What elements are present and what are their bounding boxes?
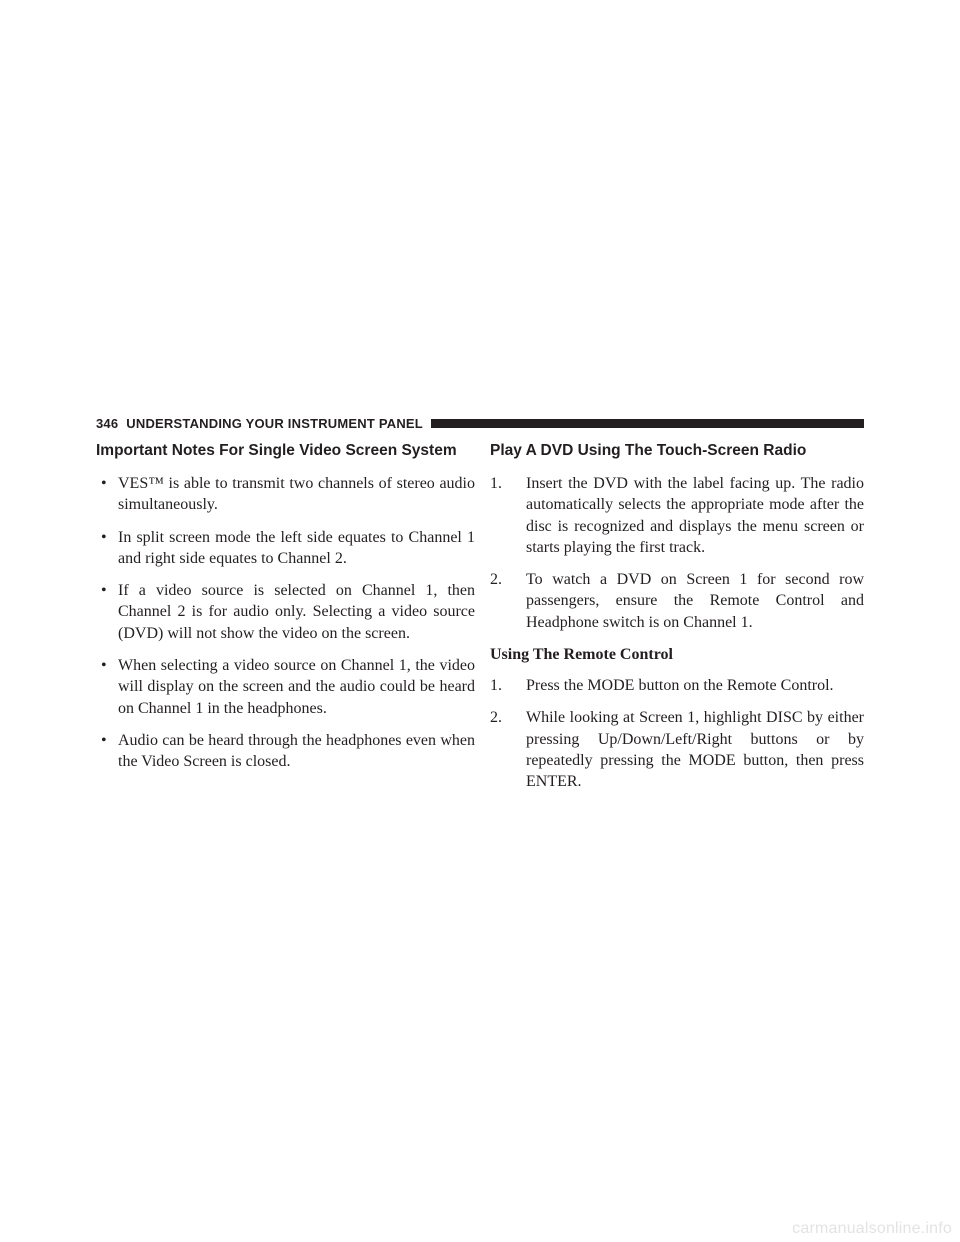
list-item-text: Audio can be heard through the headphones even when the Video Screen is closed. — [118, 731, 475, 771]
step-text: Press the MODE button on the Remote Control. — [526, 677, 834, 695]
bullet-icon: • — [101, 731, 107, 749]
watermark: carmanualsonline.info — [792, 1220, 952, 1237]
bullet-icon: • — [101, 582, 107, 600]
step-item — [490, 675, 864, 696]
step-text: To watch a DVD on Screen 1 for second row passengers, ensure the Remote Control and Headphone switch is on Channel 1. — [526, 571, 864, 631]
step-text: While looking at Screen 1, highlight DISC by either pressing Up/Down/Left/Right buttons or by repeatedly pressing the MODE button, then press ENTER. — [526, 709, 864, 791]
list-item — [96, 730, 475, 773]
play-dvd-steps — [490, 473, 864, 633]
remote-control-steps — [490, 675, 864, 792]
notes-list — [96, 473, 475, 773]
bullet-icon: • — [101, 657, 107, 675]
list-item-text: In split screen mode the left side equates to Channel 1 and right side equates to Channel 2. — [118, 528, 475, 567]
step-number: 1. — [490, 475, 502, 492]
list-item-text: When selecting a video source on Channel 1, the video will display on the screen and the audio could be heard on Channel 1 in the headphones. — [118, 657, 475, 717]
step-number: 2. — [490, 571, 502, 589]
list-item — [96, 473, 475, 516]
list-item — [96, 527, 475, 570]
bullet-icon: • — [101, 475, 107, 492]
section-title: UNDERSTANDING YOUR INSTRUMENT PANEL — [126, 415, 423, 431]
step-item — [490, 569, 864, 633]
step-number: 2. — [490, 709, 502, 727]
list-item-text: If a video source is selected on Channel 1, then Channel 2 is for audio only. Selecting a video source (DVD) will not show the video on the screen. — [118, 582, 475, 642]
step-item — [490, 707, 864, 792]
list-item — [96, 655, 475, 719]
step-number: 1. — [490, 677, 502, 695]
remote-control-subheading: Using The Remote Control — [490, 646, 673, 664]
list-item-text: VES™ is able to transmit two channels of stereo audio simultaneously. — [118, 475, 475, 514]
step-item — [490, 473, 864, 558]
single-video-notes-heading: Important Notes For Single Video Screen System — [96, 442, 457, 459]
step-text: Insert the DVD with the label facing up. The radio automatically selects the appropriate mode after the disc is recognized and displays the menu screen or starts playing the first track. — [526, 475, 864, 556]
right-column — [490, 442, 864, 804]
page-number: 346 — [96, 415, 119, 431]
header-rule — [431, 419, 864, 428]
left-column — [96, 442, 475, 784]
play-dvd-heading: Play A DVD Using The Touch-Screen Radio — [490, 442, 807, 459]
list-item — [96, 580, 475, 644]
bullet-icon: • — [101, 528, 107, 546]
page-header — [96, 414, 864, 432]
